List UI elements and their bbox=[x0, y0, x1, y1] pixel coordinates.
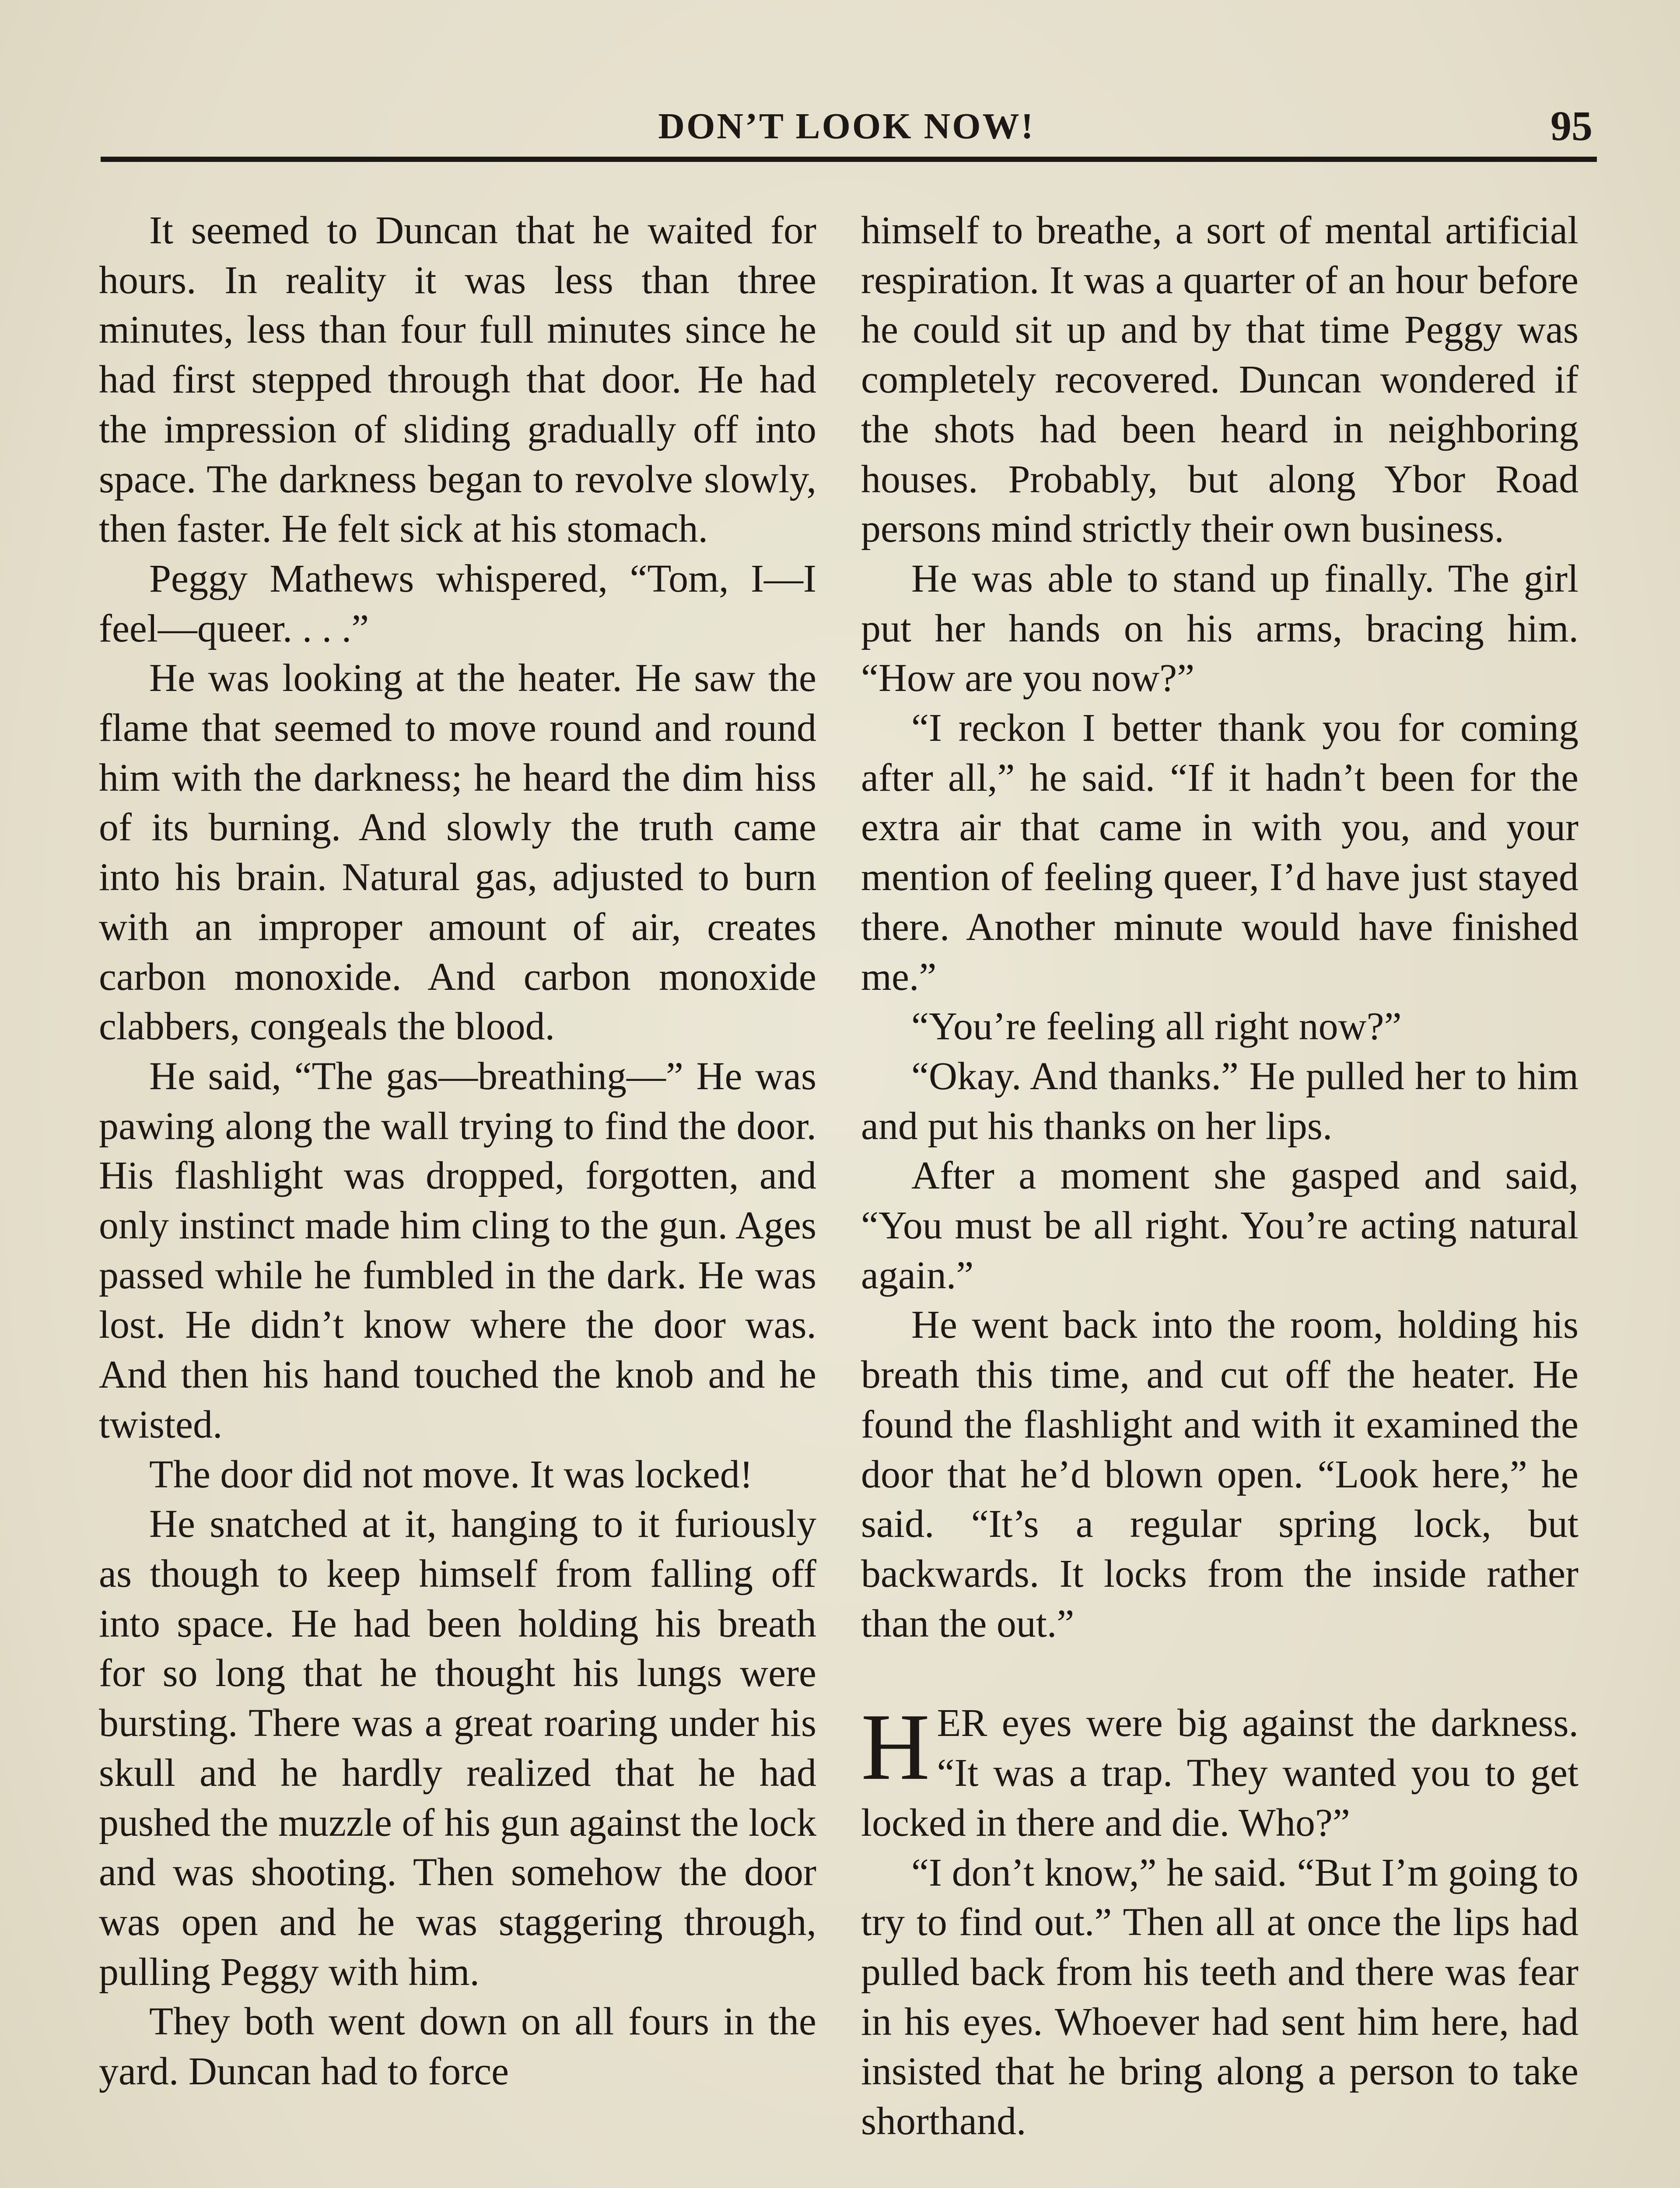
paragraph-continued: himself to breathe, a sort of mental artificial respiration. It was a quarter of an hour before he could sit up and by that time Peggy was completely recovered. Duncan wondered if the shots had been heard in neighboring houses. Probably, but along Ybor Road persons mind strictly their own business. bbox=[861, 209, 1578, 551]
section-opening-text: ER eyes were big against the darkness. “It was a trap. They wanted you to get locked in there and die. Who?” bbox=[861, 1701, 1578, 1844]
paragraph: “Okay. And thanks.” He pulled her to him and put his thanks on her lips. bbox=[861, 1054, 1578, 1148]
header-rule bbox=[101, 157, 1597, 162]
paragraph: He was looking at the heater. He saw the flame that seemed to move round and round him with the darkness; he heard the dim hiss of its burning. And slowly the truth came into his brain. Natural gas, adjusted to burn with an improper amount of air, creates carbon monoxide. And carbon monoxide clabbers, congeals the blood. bbox=[99, 656, 816, 1048]
paragraph: Peggy Mathews whispered, “Tom, I—I feel—queer. . . .” bbox=[99, 557, 816, 650]
paragraph: He was able to stand up finally. The girl put her hands on his arms, bracing him. “How are you now?” bbox=[861, 557, 1578, 700]
paragraph: “I reckon I better thank you for coming after all,” he said. “If it hadn’t been for the extra air that came in with you, and your mention of feeling queer, I’d have just stayed there. Another minute would have finished me.” bbox=[861, 706, 1578, 999]
paragraph: He snatched at it, hanging to it furiously as though to keep himself from falling off into space. He had been holding his breath for so long that he thought his lungs were bursting. There was a great roaring under his skull and he hardly realized that he had pushed the muzzle of his gun against the lock and was shooting. Then somehow the door was open and he was staggering through, pulling Peggy with him. bbox=[99, 1502, 816, 1994]
paragraph: The door did not move. It was locked! bbox=[149, 1452, 753, 1496]
paragraph: After a moment she gasped and said, “You must be all right. You’re acting natural again.” bbox=[861, 1154, 1578, 1297]
paragraph: “I don’t know,” he said. “But I’m going to try to find out.” Then all at once the lips had pulled back from his teeth and there was fear in his eyes. Whoever had sent him here, had insisted that he bring along a person to take shorthand. bbox=[861, 1851, 1578, 2143]
paragraph: They both went down on all fours in the yard. Duncan had to force bbox=[99, 2000, 816, 2093]
running-title: DON’T LOOK NOW! bbox=[658, 106, 1035, 147]
right-column bbox=[861, 206, 1578, 2146]
paragraph: “You’re feeling all right now?” bbox=[911, 1005, 1402, 1048]
left-column bbox=[99, 206, 816, 2097]
drop-cap: H bbox=[861, 1694, 930, 1800]
section-opening-paragraph bbox=[861, 1694, 1578, 1848]
paragraph: He went back into the room, holding his breath this time, and cut off the heater. He found the flashlight and with it examined the door that he’d blown open. “Look here,” he said. “It’s a regular spring lock, but backwards. It locks from the inside rather than the out.” bbox=[861, 1303, 1578, 1645]
page-number: 95 bbox=[1550, 102, 1592, 149]
page-header bbox=[101, 92, 1592, 158]
paragraph: He said, “The gas—breathing—” He was pawing along the wall trying to find the door. His flashlight was dropped, forgotten, and only instinct made him cling to the gun. Ages passed while he fumbled in the dark. He was lost. He didn’t know where the door was. And then his hand touched the knob and he twisted. bbox=[99, 1054, 816, 1446]
paragraph: It seemed to Duncan that he waited for hours. In reality it was less than three minutes, less than four full minutes since he had first stepped through that door. He had the impression of sliding gradually off into space. The darkness began to revolve slowly, then faster. He felt sick at his stomach. bbox=[99, 209, 816, 551]
